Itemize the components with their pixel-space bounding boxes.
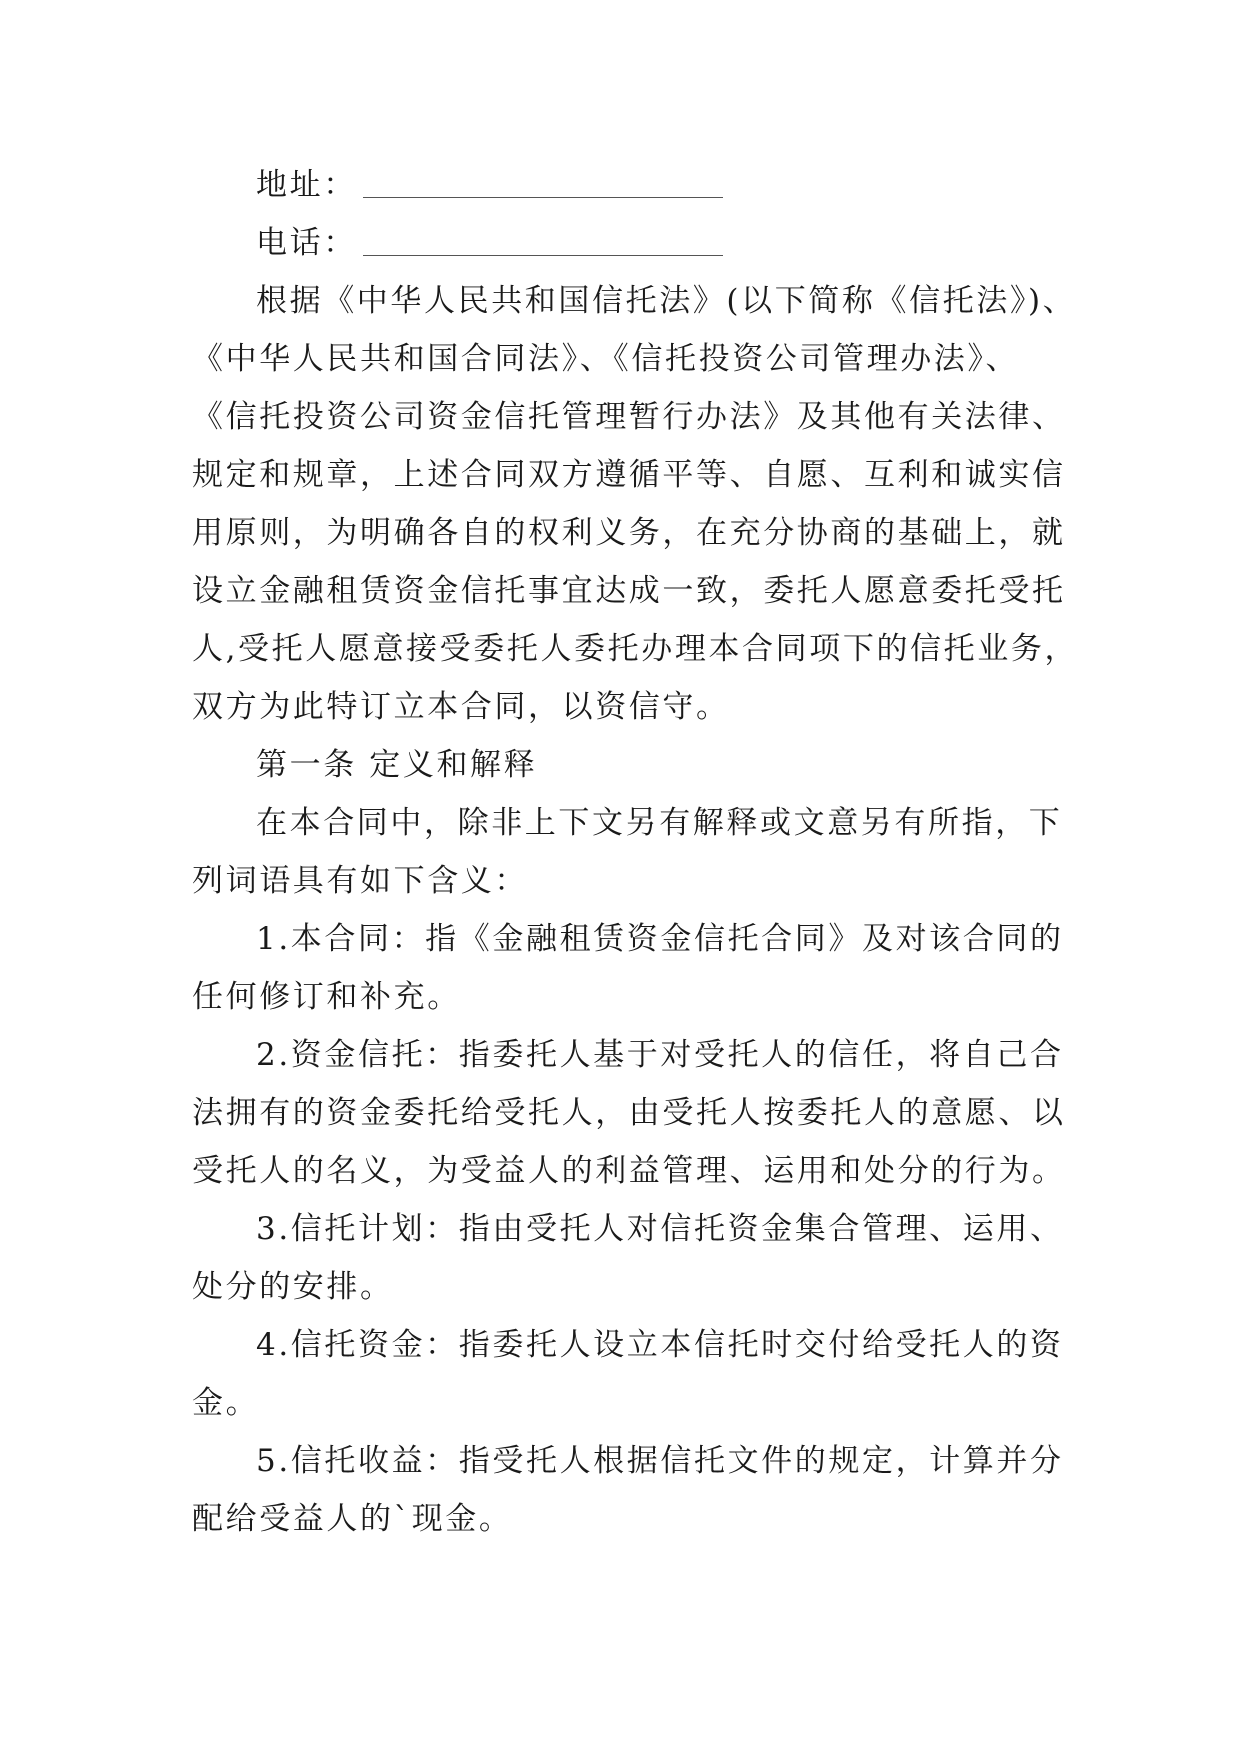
text-line: 规定和规章，上述合同双方遵循平等、自愿、互利和诚实信 bbox=[192, 457, 1066, 493]
text-line: 在本合同中，除非上下文另有解释或文意另有所指，下 bbox=[256, 805, 1063, 841]
definition-item: 5.信托收益：指受托人根据信托文件的规定，计算并分 bbox=[256, 1443, 1064, 1479]
phone-blank bbox=[363, 229, 723, 256]
text-line: 《信托投资公司资金信托管理暂行办法》及其他有关法律、 bbox=[192, 399, 1066, 435]
text-line: 双方为此特订立本合同，以资信守。 bbox=[192, 689, 730, 725]
text-line: 受托人的名义，为受益人的利益管理、运用和处分的行为。 bbox=[192, 1153, 1066, 1189]
definition-item: 2.资金信托：指委托人基于对受托人的信任，将自己合 bbox=[256, 1037, 1064, 1073]
address-field bbox=[256, 165, 1156, 205]
text-line: 设立金融租赁资金信托事宜达成一致，委托人愿意委托受托 bbox=[192, 573, 1066, 609]
text-line: 配给受益人的`现金。 bbox=[192, 1501, 513, 1537]
text-line: 根据《中华人民共和国信托法》(以下简称《信托法》)、 bbox=[256, 283, 1077, 319]
text-line: 处分的安排。 bbox=[192, 1269, 394, 1305]
address-blank bbox=[363, 171, 723, 198]
text-line: 用原则，为明确各自的权利义务，在充分协商的基础上，就 bbox=[192, 515, 1066, 551]
text-line: 任何修订和补充。 bbox=[192, 979, 461, 1015]
address-label: 地址： bbox=[256, 167, 357, 203]
definition-item: 3.信托计划：指由受托人对信托资金集合管理、运用、 bbox=[256, 1211, 1064, 1247]
text-line: 《中华人民共和国合同法》、《信托投资公司管理办法》、 bbox=[192, 341, 1020, 377]
article-heading: 第一条 定义和解释 bbox=[256, 747, 538, 783]
phone-field bbox=[256, 223, 1156, 263]
text-line: 列词语具有如下含义： bbox=[192, 863, 528, 899]
definition-item: 4.信托资金：指委托人设立本信托时交付给受托人的资 bbox=[256, 1327, 1064, 1363]
text-line: 法拥有的资金委托给受托人，由受托人按委托人的意愿、以 bbox=[192, 1095, 1066, 1131]
text-line: 人,受托人愿意接受委托人委托办理本合同项下的信托业务， bbox=[192, 631, 1079, 667]
text-line: 金。 bbox=[192, 1385, 260, 1421]
definition-item: 1.本合同：指《金融租赁资金信托合同》及对该合同的 bbox=[256, 921, 1064, 957]
phone-label: 电话： bbox=[256, 225, 357, 261]
